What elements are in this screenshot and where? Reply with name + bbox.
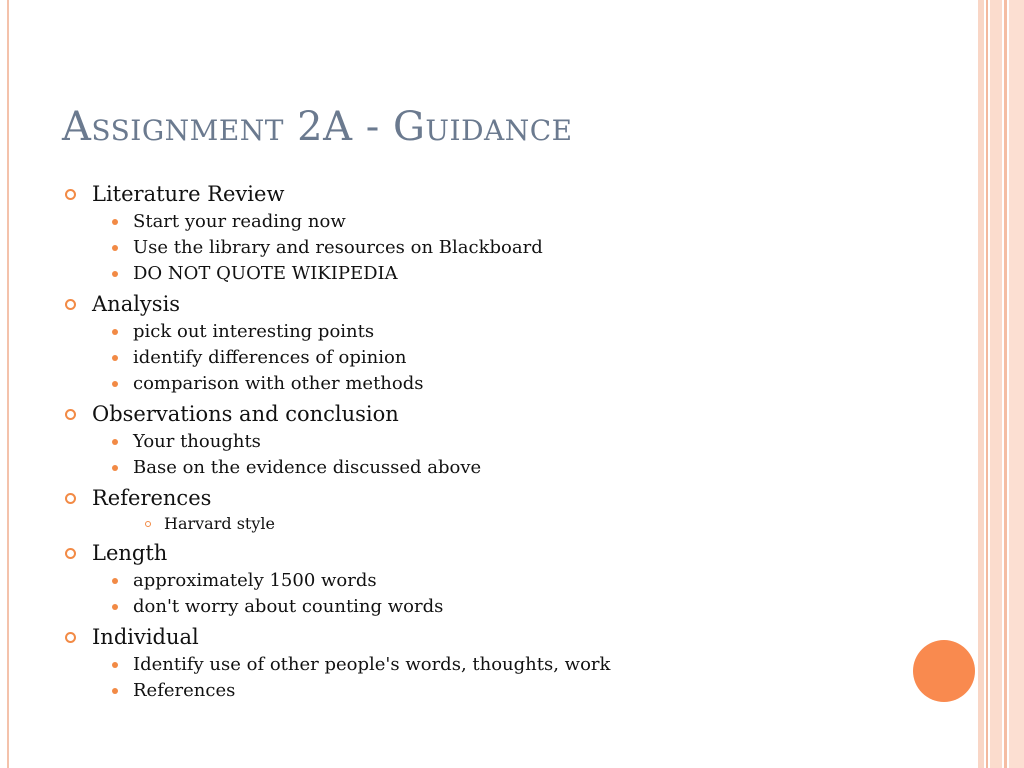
- list-item-observations: [62, 400, 942, 481]
- dot-bullet-icon: [112, 465, 118, 471]
- dot-bullet-icon: [112, 245, 118, 251]
- subitem-text: don't worry about counting words: [133, 596, 444, 617]
- section-heading: References: [92, 486, 212, 510]
- dot-bullet-icon: [112, 219, 118, 225]
- dot-bullet-icon: [112, 271, 118, 277]
- list-subitem: [62, 261, 942, 287]
- bullet-list: [62, 180, 942, 704]
- list-item-individual: [62, 623, 942, 704]
- ring-bullet-icon: [65, 632, 76, 643]
- section-heading: Individual: [92, 625, 199, 649]
- subitem-text: Use the library and resources on Blackboard: [133, 237, 543, 258]
- dot-bullet-icon: [112, 381, 118, 387]
- section-heading: Analysis: [92, 292, 181, 316]
- subitem-text: approximately 1500 words: [133, 570, 377, 591]
- ring-bullet-icon: [65, 299, 76, 310]
- right-decor-stripe: [1004, 0, 1007, 768]
- list-subitem: [62, 652, 942, 678]
- subitem-text: Start your reading now: [133, 211, 346, 232]
- right-decor-stripe: [986, 0, 988, 768]
- subitem-text: comparison with other methods: [133, 373, 424, 394]
- dot-bullet-icon: [112, 662, 118, 668]
- list-subitem: [62, 429, 942, 455]
- subitem-text: Identify use of other people's words, thoughts, work: [133, 654, 611, 675]
- dot-bullet-icon: [112, 439, 118, 445]
- ring-bullet-icon: [65, 409, 76, 420]
- subsubitem-text: Harvard style: [164, 514, 275, 533]
- list-item-references: [62, 484, 942, 535]
- section-heading: Length: [92, 541, 168, 565]
- dot-bullet-icon: [112, 355, 118, 361]
- list-item-literature-review: [62, 180, 942, 287]
- list-item-analysis: [62, 290, 942, 397]
- list-subitem: [62, 678, 942, 704]
- list-subitem: [62, 209, 942, 235]
- slide-title: Assignment 2A - Guidance: [62, 104, 573, 150]
- list-item-length: [62, 539, 942, 620]
- list-subitem: [62, 568, 942, 594]
- subitem-text: References: [133, 680, 236, 701]
- subitem-text: DO NOT QUOTE WIKIPEDIA: [133, 263, 398, 284]
- dot-bullet-icon: [112, 604, 118, 610]
- right-decor-stripe: [990, 0, 1002, 768]
- dot-bullet-icon: [112, 329, 118, 335]
- subitem-text: Your thoughts: [133, 431, 261, 452]
- list-subitem: [62, 455, 942, 481]
- list-subitem: [62, 319, 942, 345]
- section-heading: Observations and conclusion: [92, 402, 399, 426]
- ring-bullet-icon: [65, 493, 76, 504]
- dot-bullet-icon: [112, 688, 118, 694]
- slide-body: [62, 180, 942, 707]
- list-subsubitem: [62, 513, 942, 535]
- dot-bullet-icon: [112, 578, 118, 584]
- list-subitem: [62, 345, 942, 371]
- right-decor-stripe: [1009, 0, 1024, 768]
- left-border-line: [7, 0, 9, 768]
- subitem-text: identify differences of opinion: [133, 347, 407, 368]
- subitem-text: Base on the evidence discussed above: [133, 457, 482, 478]
- ring-bullet-icon: [65, 189, 76, 200]
- list-subitem: [62, 235, 942, 261]
- subitem-text: pick out interesting points: [133, 321, 375, 342]
- right-decor-stripe: [978, 0, 984, 768]
- list-subitem: [62, 371, 942, 397]
- ring-bullet-icon: [65, 548, 76, 559]
- ring-bullet-icon: [145, 521, 151, 527]
- list-subitem: [62, 594, 942, 620]
- section-heading: Literature Review: [92, 182, 285, 206]
